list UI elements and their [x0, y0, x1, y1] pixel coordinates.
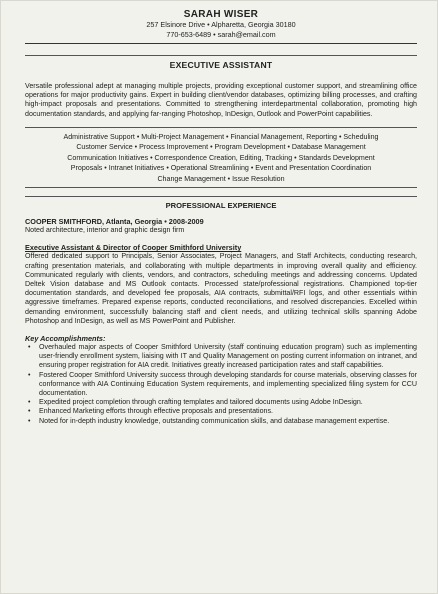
resume-document: [25, 9, 417, 426]
contact-line: 770-653-6489 • sarah@email.com: [166, 30, 276, 39]
competency-line: Change Management • Issue Resolution: [157, 174, 285, 183]
bullet-icon: •: [28, 416, 31, 425]
list-item: [25, 398, 417, 407]
core-competencies: [25, 132, 417, 185]
employer-description: Noted architecture, interior and graphic design firm: [25, 226, 185, 235]
accomplishments-title: Key Accomplishments:: [25, 333, 106, 343]
competency-line: Communication Initiatives • Correspondence Creation, Editing, Tracking • Standards Development: [67, 153, 375, 162]
headline-title: EXECUTIVE ASSISTANT: [169, 60, 273, 70]
bullet-icon: •: [28, 407, 31, 416]
bullet-icon: •: [28, 342, 31, 351]
section-title-experience: PROFESSIONAL EXPERIENCE: [165, 201, 277, 211]
competency-line: Proposals • Intranet Initiatives • Operational Streamlining • Event and Presentation Coordination: [70, 164, 372, 173]
bullet-icon: •: [28, 370, 31, 379]
role-description: Offered dedicated support to Principals, Senior Associates, Project Managers, and Staff Architects, conducting research, crafting presentation materials, and collaborating with multiple departments in improving overall quality and efficiency. Communicated regularly with clients, vendors, and contractors, scheduling meetings and addressing concerns. Updated Deltek Vision database and MS Outlook contacts. Processed state/professional registrations. Championed top-tier documentation standards, and developed fee proposals, AIA contracts, submittal/RFI logs, and other essentials within aggressive timeframes. Prepared expense reports, conducted reconciliations, and resolved discrepancies. Excelled within demanding environment, successfully balancing staff and client needs, and utilizing technical skills spanning Adobe Photoshop and InDesign, as well as MS PowerPoint and Publisher.: [25, 252, 417, 325]
list-item: [25, 371, 417, 399]
professional-summary: Versatile professional adept at managing multiple projects, providing exceptional customer support, and streamlining office operations for major productivity gains. Expert in building client/vendor databases, optimizing billing processes, and crafting high-impact proposals and presentations. Committed to strengthening interdepartmental collaboration, promoting high documentation standards, and applying far-ranging Photoshop, InDesign, Outlook and PowerPoint capabilities.: [25, 82, 417, 118]
accomplishments-list: [25, 343, 417, 426]
list-item: [25, 343, 417, 371]
accomplishment-text: Expedited project completion through crafting templates and tailored documents using Adobe InDesign.: [39, 398, 363, 407]
experience-top-divider: [25, 196, 417, 197]
competencies-top-divider: [25, 127, 417, 128]
competency-line: Administrative Support • Multi-Project Management • Financial Management, Reporting • Scheduling: [63, 132, 379, 141]
accomplishment-text: Enhanced Marketing efforts through effective proposals and presentations.: [39, 407, 273, 416]
list-item: [25, 417, 417, 426]
role-title: Executive Assistant & Director of Cooper Smithford University: [25, 243, 242, 253]
address-line: 257 Elsinore Drive • Alpharetta, Georgia 30180: [146, 20, 296, 29]
competency-line: Customer Service • Process Improvement • Program Development • Database Management: [76, 143, 366, 152]
accomplishment-text: Fostered Cooper Smithford University success through developing standards for course materials, observing classes for conformance with AIA Continuing Education System requirements, and implementing specialized filing system for CCU documentation.: [39, 370, 417, 397]
employer-line: COOPER SMITHFORD, Atlanta, Georgia • 2008-2009: [25, 217, 204, 227]
accomplishment-text: Overhauled major aspects of Cooper Smithford University (staff continuing education program) such as implementing user-friendly enrollment system, liaising with IT and Quality Management on posting current information on intranet, and ensuring proper registration for AIA credit. Initiatives greatly increased participation rates and staff capabilities.: [39, 342, 417, 370]
accomplishment-text: Noted for in-depth industry knowledge, outstanding communication skills, and database management expertise.: [39, 416, 390, 425]
bullet-icon: •: [28, 398, 31, 407]
list-item: [25, 407, 417, 416]
candidate-name: SARAH WISER: [183, 9, 259, 20]
